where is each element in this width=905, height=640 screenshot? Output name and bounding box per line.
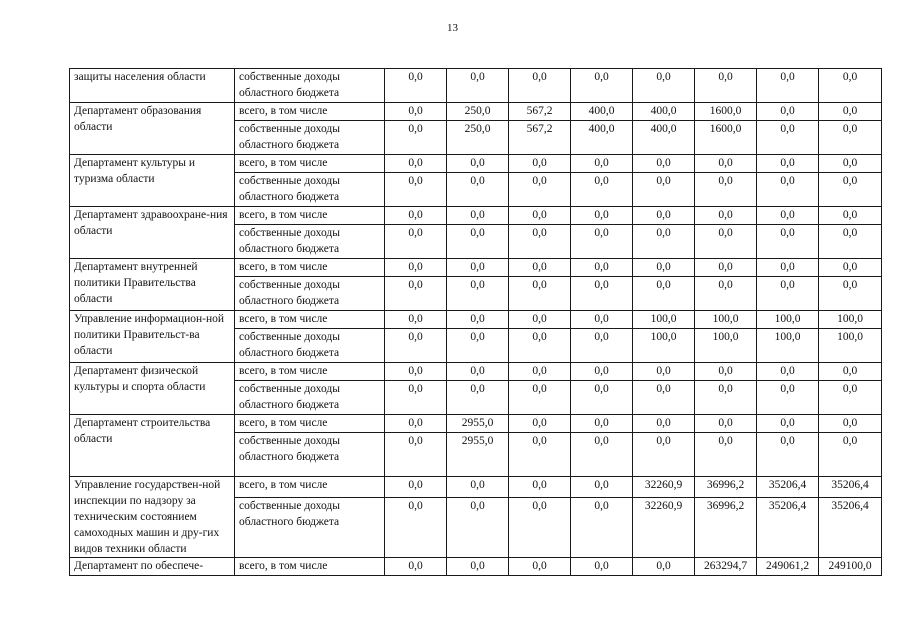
value-cell: 0,0 — [385, 103, 447, 121]
funding-type-cell: всего, в том числе — [235, 477, 385, 498]
value-cell: 0,0 — [819, 259, 882, 277]
value-cell: 0,0 — [757, 207, 819, 225]
value-cell: 0,0 — [447, 173, 509, 207]
value-cell: 0,0 — [633, 558, 695, 576]
value-cell: 0,0 — [633, 207, 695, 225]
value-cell: 0,0 — [509, 477, 571, 498]
value-cell: 0,0 — [509, 433, 571, 477]
value-cell: 35206,4 — [819, 497, 882, 557]
value-cell: 0,0 — [819, 381, 882, 415]
value-cell: 1600,0 — [695, 103, 757, 121]
value-cell: 0,0 — [757, 381, 819, 415]
funding-type-cell: всего, в том числе — [235, 363, 385, 381]
funding-type-cell: собственные доходы областного бюджета — [235, 329, 385, 363]
value-cell: 100,0 — [757, 311, 819, 329]
value-cell: 0,0 — [819, 69, 882, 103]
value-cell: 0,0 — [385, 259, 447, 277]
value-cell: 0,0 — [695, 69, 757, 103]
value-cell: 1600,0 — [695, 121, 757, 155]
department-name-cell: Департамент здравоохране-ния области — [70, 207, 235, 259]
value-cell: 35206,4 — [757, 477, 819, 498]
funding-type-cell: собственные доходы областного бюджета — [235, 277, 385, 311]
value-cell: 0,0 — [385, 497, 447, 557]
table-row — [70, 415, 882, 433]
value-cell: 0,0 — [695, 433, 757, 477]
value-cell: 0,0 — [447, 207, 509, 225]
value-cell: 0,0 — [819, 103, 882, 121]
value-cell: 0,0 — [385, 207, 447, 225]
value-cell: 0,0 — [447, 558, 509, 576]
value-cell: 0,0 — [695, 259, 757, 277]
value-cell: 0,0 — [819, 277, 882, 311]
value-cell: 0,0 — [385, 311, 447, 329]
value-cell: 0,0 — [509, 381, 571, 415]
value-cell: 35206,4 — [757, 497, 819, 557]
value-cell: 567,2 — [509, 121, 571, 155]
value-cell: 0,0 — [447, 259, 509, 277]
value-cell: 0,0 — [633, 363, 695, 381]
value-cell: 0,0 — [695, 155, 757, 173]
value-cell: 0,0 — [509, 225, 571, 259]
value-cell: 0,0 — [695, 225, 757, 259]
table-row — [70, 311, 882, 329]
value-cell: 0,0 — [509, 415, 571, 433]
department-name-cell: Департамент внутренней политики Правительства области — [70, 259, 235, 311]
value-cell: 0,0 — [571, 433, 633, 477]
value-cell: 0,0 — [819, 433, 882, 477]
value-cell: 0,0 — [385, 415, 447, 433]
value-cell: 0,0 — [385, 173, 447, 207]
value-cell: 249061,2 — [757, 558, 819, 576]
page-number: 13 — [447, 22, 458, 34]
department-name-cell: Департамент физической культуры и спорта области — [70, 363, 235, 415]
value-cell: 400,0 — [633, 103, 695, 121]
value-cell: 0,0 — [819, 363, 882, 381]
value-cell: 0,0 — [819, 121, 882, 155]
funding-type-cell: всего, в том числе — [235, 415, 385, 433]
value-cell: 0,0 — [385, 329, 447, 363]
value-cell: 0,0 — [571, 155, 633, 173]
value-cell: 250,0 — [447, 103, 509, 121]
value-cell: 0,0 — [695, 207, 757, 225]
value-cell: 0,0 — [447, 497, 509, 557]
value-cell: 0,0 — [695, 363, 757, 381]
value-cell: 0,0 — [385, 121, 447, 155]
value-cell: 0,0 — [385, 363, 447, 381]
value-cell: 0,0 — [571, 381, 633, 415]
budget-table — [69, 68, 882, 576]
value-cell: 0,0 — [633, 415, 695, 433]
value-cell: 0,0 — [695, 415, 757, 433]
value-cell: 0,0 — [385, 225, 447, 259]
value-cell: 0,0 — [633, 259, 695, 277]
value-cell: 0,0 — [447, 329, 509, 363]
value-cell: 2955,0 — [447, 415, 509, 433]
funding-type-cell: всего, в том числе — [235, 259, 385, 277]
value-cell: 0,0 — [385, 433, 447, 477]
value-cell: 0,0 — [571, 329, 633, 363]
value-cell: 0,0 — [447, 363, 509, 381]
funding-type-cell: собственные доходы областного бюджета — [235, 225, 385, 259]
department-name-cell: Управление информацион-ной политики Правительст-ва области — [70, 311, 235, 363]
value-cell: 0,0 — [757, 259, 819, 277]
value-cell: 0,0 — [509, 207, 571, 225]
funding-type-cell: всего, в том числе — [235, 311, 385, 329]
value-cell: 0,0 — [571, 558, 633, 576]
table-row — [70, 477, 882, 498]
value-cell: 0,0 — [447, 69, 509, 103]
value-cell: 32260,9 — [633, 497, 695, 557]
value-cell: 0,0 — [757, 415, 819, 433]
value-cell: 0,0 — [695, 277, 757, 311]
value-cell: 0,0 — [757, 155, 819, 173]
value-cell: 0,0 — [385, 558, 447, 576]
value-cell: 0,0 — [819, 173, 882, 207]
value-cell: 0,0 — [509, 69, 571, 103]
value-cell: 0,0 — [509, 363, 571, 381]
value-cell: 0,0 — [757, 363, 819, 381]
value-cell: 0,0 — [571, 497, 633, 557]
value-cell: 0,0 — [385, 155, 447, 173]
value-cell: 0,0 — [571, 311, 633, 329]
value-cell: 567,2 — [509, 103, 571, 121]
table-row — [70, 155, 882, 173]
value-cell: 100,0 — [633, 311, 695, 329]
value-cell: 0,0 — [633, 173, 695, 207]
department-name-cell: Департамент культуры и туризма области — [70, 155, 235, 207]
value-cell: 0,0 — [819, 225, 882, 259]
value-cell: 0,0 — [695, 381, 757, 415]
value-cell: 0,0 — [633, 69, 695, 103]
value-cell: 0,0 — [509, 311, 571, 329]
funding-type-cell: всего, в том числе — [235, 155, 385, 173]
value-cell: 0,0 — [757, 433, 819, 477]
value-cell: 0,0 — [819, 415, 882, 433]
value-cell: 0,0 — [509, 329, 571, 363]
funding-type-cell: собственные доходы областного бюджета — [235, 69, 385, 103]
value-cell: 0,0 — [447, 277, 509, 311]
value-cell: 100,0 — [819, 311, 882, 329]
funding-type-cell: собственные доходы областного бюджета — [235, 381, 385, 415]
value-cell: 0,0 — [633, 277, 695, 311]
value-cell: 0,0 — [571, 477, 633, 498]
table-row — [70, 363, 882, 381]
value-cell: 0,0 — [571, 363, 633, 381]
value-cell: 0,0 — [633, 381, 695, 415]
value-cell: 36996,2 — [695, 497, 757, 557]
table-row — [70, 69, 882, 103]
value-cell: 400,0 — [633, 121, 695, 155]
value-cell: 0,0 — [385, 69, 447, 103]
value-cell: 100,0 — [757, 329, 819, 363]
value-cell: 0,0 — [385, 381, 447, 415]
value-cell: 263294,7 — [695, 558, 757, 576]
value-cell: 0,0 — [819, 207, 882, 225]
value-cell: 36996,2 — [695, 477, 757, 498]
value-cell: 0,0 — [509, 277, 571, 311]
value-cell: 0,0 — [509, 173, 571, 207]
value-cell: 0,0 — [695, 173, 757, 207]
funding-type-cell: всего, в том числе — [235, 558, 385, 576]
department-name-cell: Департамент по обеспече- — [70, 558, 235, 576]
value-cell: 0,0 — [509, 558, 571, 576]
funding-type-cell: всего, в том числе — [235, 103, 385, 121]
table-row — [70, 558, 882, 576]
value-cell: 400,0 — [571, 103, 633, 121]
department-name-cell: Департамент строительства области — [70, 415, 235, 477]
funding-type-cell: всего, в том числе — [235, 207, 385, 225]
value-cell: 0,0 — [571, 415, 633, 433]
value-cell: 100,0 — [633, 329, 695, 363]
value-cell: 35206,4 — [819, 477, 882, 498]
value-cell: 0,0 — [385, 277, 447, 311]
table-row — [70, 103, 882, 121]
value-cell: 0,0 — [509, 259, 571, 277]
value-cell: 0,0 — [447, 477, 509, 498]
value-cell: 250,0 — [447, 121, 509, 155]
funding-type-cell: собственные доходы областного бюджета — [235, 121, 385, 155]
value-cell: 0,0 — [447, 155, 509, 173]
value-cell: 0,0 — [757, 277, 819, 311]
department-name-cell: защиты населения области — [70, 69, 235, 103]
value-cell: 0,0 — [509, 155, 571, 173]
funding-type-cell: собственные доходы областного бюджета — [235, 433, 385, 477]
value-cell: 32260,9 — [633, 477, 695, 498]
value-cell: 0,0 — [819, 155, 882, 173]
value-cell: 0,0 — [757, 225, 819, 259]
value-cell: 2955,0 — [447, 433, 509, 477]
department-name-cell: Департамент образования области — [70, 103, 235, 155]
value-cell: 0,0 — [571, 259, 633, 277]
department-name-cell: Управление государствен-ной инспекции по надзору за техническим состоянием самоходных машин и дру-гих видов техники области — [70, 477, 235, 558]
value-cell: 0,0 — [633, 155, 695, 173]
funding-type-cell: собственные доходы областного бюджета — [235, 173, 385, 207]
value-cell: 0,0 — [385, 477, 447, 498]
budget-table-body — [70, 69, 882, 576]
value-cell: 0,0 — [757, 103, 819, 121]
value-cell: 100,0 — [819, 329, 882, 363]
value-cell: 0,0 — [571, 173, 633, 207]
funding-type-cell: собственные доходы областного бюджета — [235, 497, 385, 557]
value-cell: 0,0 — [633, 225, 695, 259]
value-cell: 249100,0 — [819, 558, 882, 576]
value-cell: 0,0 — [571, 225, 633, 259]
value-cell: 0,0 — [509, 497, 571, 557]
value-cell: 0,0 — [571, 69, 633, 103]
value-cell: 0,0 — [757, 69, 819, 103]
value-cell: 0,0 — [447, 225, 509, 259]
value-cell: 0,0 — [633, 433, 695, 477]
value-cell: 0,0 — [571, 207, 633, 225]
table-row — [70, 259, 882, 277]
value-cell: 0,0 — [571, 277, 633, 311]
value-cell: 0,0 — [447, 311, 509, 329]
value-cell: 0,0 — [757, 121, 819, 155]
table-row — [70, 207, 882, 225]
value-cell: 400,0 — [571, 121, 633, 155]
value-cell: 100,0 — [695, 311, 757, 329]
value-cell: 100,0 — [695, 329, 757, 363]
value-cell: 0,0 — [447, 381, 509, 415]
value-cell: 0,0 — [757, 173, 819, 207]
